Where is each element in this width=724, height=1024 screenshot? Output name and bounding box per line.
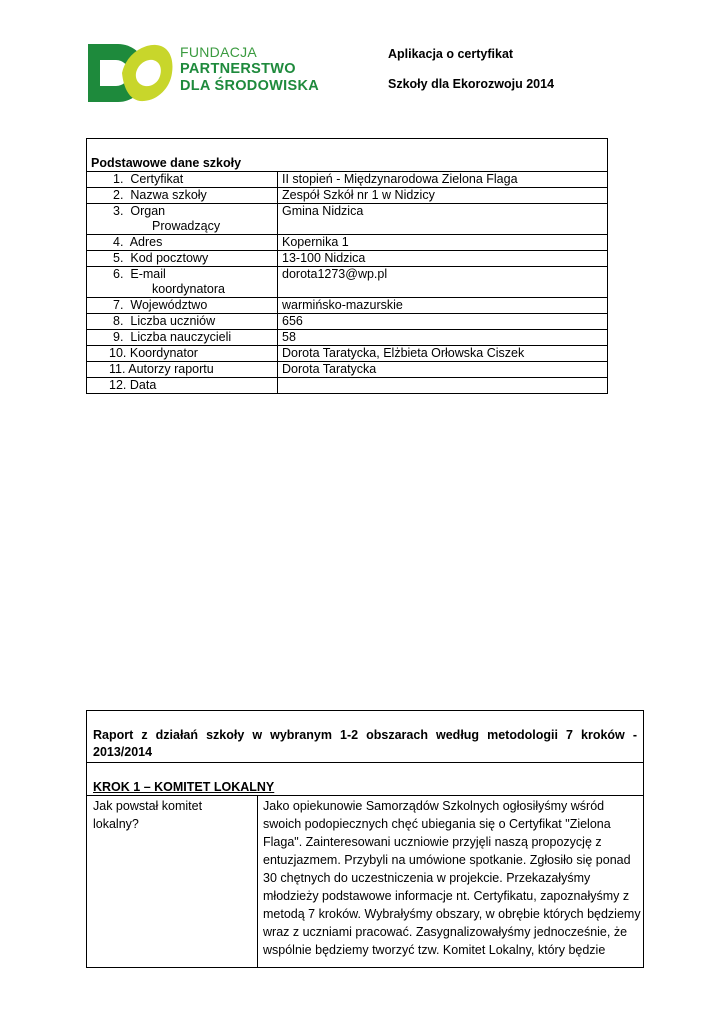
answer-text: Jako opiekunowie Samorządów Szkolnych ogłosiłyśmy wśród swoich podopiecznych chęć ubiegania się o Certyfikat "Zielona Flaga". Zainteresowani uczniowie przyjęli naszą propozycję z entuzjazmem. Przybyli na umówione spotkanie. Zgłosiło się ponad 30 chętnych do uczestniczenia w projekcie. Przekazałyśmy młodzieży podstawowe informacje nt. Certyfikatu, zapoznałyśmy z metodą 7 kroków. Wybrałyśmy obszary, w obrębie których będziemy wraz z uczniami pracować. Zasygnalizowałyśmy jednocześnie, że wspólnie będziemy tworzyć tzw. Komitet Lokalny, który będzie [263,799,641,957]
logo-mark-icon [86,42,176,104]
row-label: 1. Certyfikat [87,172,278,188]
column-divider [257,795,258,967]
header-application-title: Aplikacja o certyfikat [388,47,514,61]
row-label: 8. Liczba uczniów [87,314,278,330]
row-value: 58 [278,330,608,346]
table-row [87,188,608,204]
table-row [87,251,608,267]
table-row [87,314,608,330]
table-row [87,378,608,394]
row-label: 7. Województwo [87,298,278,314]
table-row [87,298,608,314]
row-label: 12. Data [87,378,278,394]
divider [87,795,643,796]
basic-data-table [86,138,608,394]
row-value: Kopernika 1 [278,235,608,251]
table-row [87,267,608,298]
report-section [86,710,644,968]
row-label: 5. Kod pocztowy [87,251,278,267]
table-row [87,235,608,251]
row-label: 3. Organ Prowadzący [87,204,278,235]
row-value: 13-100 Nidzica [278,251,608,267]
logo-line-3: DLA ŚRODOWISKA [180,78,319,94]
table-row [87,362,608,378]
table-row [87,330,608,346]
logo-text [180,44,319,95]
foundation-logo [86,42,326,104]
question-label: Jak powstał komitet lokalny? [93,799,203,831]
row-label: 4. Adres [87,235,278,251]
row-label: 10. Koordynator [87,346,278,362]
row-value: warmińsko-mazurskie [278,298,608,314]
row-value: Dorota Taratycka, Elżbieta Orłowska Ciszek [278,346,608,362]
row-value: 656 [278,314,608,330]
logo-line-2: PARTNERSTWO [180,61,296,77]
report-title: Raport z działań szkoły w wybranym 1-2 obszarach według metodologii 7 kroków - 2013/2014 [93,728,637,759]
row-value: Dorota Taratycka [278,362,608,378]
row-value [278,378,608,394]
table-row [87,204,608,235]
header-program-title: Szkoły dla Ekorozwoju 2014 [388,77,555,91]
row-label: 2. Nazwa szkoły [87,188,278,204]
step-heading: KROK 1 – KOMITET LOKALNY [93,780,275,794]
row-label: 9. Liczba nauczycieli [87,330,278,346]
logo-line-1: FUNDACJA [180,44,258,60]
row-value: dorota1273@wp.pl [278,267,608,298]
row-value: Gmina Nidzica [278,204,608,235]
row-label: 6. E-mail koordynatora [87,267,278,298]
table-title-row [87,139,608,172]
row-value: Zespół Szkół nr 1 w Nidzicy [278,188,608,204]
table-row [87,172,608,188]
table-title: Podstawowe dane szkoły [87,139,608,172]
table-row [87,346,608,362]
divider [87,762,643,763]
row-label: 11. Autorzy raportu [87,362,278,378]
row-value: II stopień - Międzynarodowa Zielona Flaga [278,172,608,188]
